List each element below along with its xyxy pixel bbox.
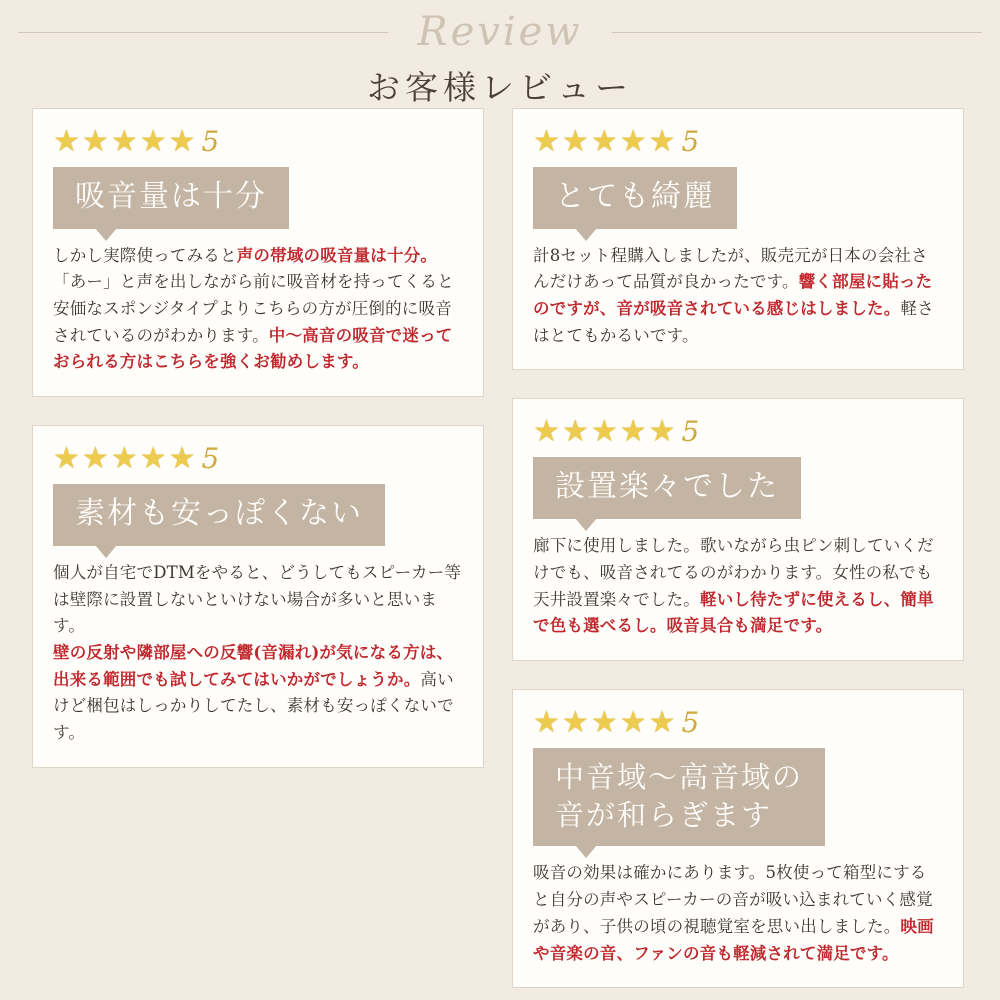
review-heading: 中音域〜高音域の 音が和らぎます	[533, 748, 825, 847]
review-heading: 素材も安っぽくない	[53, 484, 385, 546]
rating-stars	[533, 417, 943, 447]
plain-text: 吸音の効果は確かにあります。5枚使って箱型にすると自分の声やスピーカーの音が吸い込まれていく感覚があり、子供の頃の視聴覚室を思い出しました。	[533, 863, 933, 936]
review-card	[32, 425, 484, 768]
rating-score: 5	[201, 442, 220, 476]
plain-text: 計8セット程購入しましたが、販売元が日本の会社さんだけあって品質が良かったです。	[533, 245, 928, 292]
rating-stars	[53, 127, 463, 157]
review-heading: 吸音量は十分	[53, 167, 289, 229]
rating-stars	[53, 444, 463, 474]
star-icon: ★	[533, 415, 560, 449]
star-icon: ★	[619, 705, 647, 739]
review-body	[533, 243, 943, 350]
review-body	[53, 560, 463, 747]
plain-text: しかし実際使ってみると	[53, 245, 237, 265]
star-icon: ★	[561, 705, 589, 739]
star-icon: ★	[168, 442, 196, 476]
star-icon: ★	[139, 442, 167, 476]
star-icon: ★	[590, 415, 618, 449]
rating-score: 5	[201, 125, 220, 158]
star-icon: ★	[81, 125, 109, 158]
star-icon: ★	[590, 125, 618, 158]
rating-stars	[533, 705, 943, 739]
star-icon: ★	[53, 125, 80, 158]
header-script-title: Review	[417, 9, 583, 55]
highlighted-text: 軽いし待たずに使えるし、簡単で色も選べるし。吸音具合も満足です。	[533, 589, 934, 636]
plain-text: 高いけど梱包はしっかりしてたし、素材も安っぽくないです。	[53, 669, 454, 743]
star-icon: ★	[648, 125, 676, 158]
plain-text: 廊下に使用しました。歌いながら虫ピン刺していくだけでも、吸音されてるのがわかります。女性の私でも天井設置楽々でした。	[533, 536, 934, 609]
review-column-left	[32, 108, 484, 988]
star-icon: ★	[533, 125, 560, 158]
review-heading-bubble	[533, 167, 737, 229]
highlighted-text: 映画や音楽の音、ファンの音も軽減されて満足です。	[533, 916, 934, 963]
star-icon: ★	[81, 442, 109, 476]
rating-stars	[533, 127, 943, 157]
star-icon: ★	[533, 705, 560, 739]
review-card	[512, 689, 964, 988]
star-icon: ★	[590, 705, 618, 739]
review-heading: とても綺麗	[533, 167, 737, 229]
review-column-right	[512, 108, 964, 988]
review-body	[53, 243, 463, 377]
page-title: お客様レビュー	[367, 68, 633, 107]
page-header	[0, 0, 1000, 108]
highlighted-text: 壁の反射や隣部屋への反響(音漏れ)が気になる方は、出来る範囲でも試してみてはいかがでしょうか。	[53, 642, 454, 689]
rating-score: 5	[681, 125, 700, 158]
review-heading-bubble	[533, 748, 825, 847]
star-icon: ★	[53, 442, 80, 476]
star-icon: ★	[110, 125, 138, 158]
review-heading-bubble	[53, 167, 289, 229]
review-heading: 設置楽々でした	[533, 457, 801, 519]
plain-text: 軽さはとてもかるいです。	[533, 299, 934, 345]
star-icon: ★	[648, 415, 676, 449]
star-icon: ★	[139, 125, 167, 158]
star-icon: ★	[648, 705, 676, 739]
review-card	[512, 398, 964, 660]
review-heading-bubble	[53, 484, 385, 546]
star-icon: ★	[561, 125, 589, 158]
star-icon: ★	[619, 415, 647, 449]
rating-score: 5	[681, 415, 700, 449]
review-body	[533, 533, 943, 640]
review-columns	[0, 108, 1000, 988]
star-icon: ★	[561, 415, 589, 449]
plain-text: 個人が自宅でDTMをやると、どうしてもスピーカー等は壁際に設置しないといけない場合が多いと思います。	[53, 562, 462, 636]
star-icon: ★	[168, 125, 196, 158]
star-icon: ★	[619, 125, 647, 158]
rating-score: 5	[681, 705, 700, 739]
highlighted-text: 響く部屋に貼ったのですが、音が吸音されている感じはしました。	[533, 272, 933, 319]
plain-text: 「あー」と声を出しながら前に吸音材を持ってくると安価なスポンジタイプよりこちらの方が圧倒的に吸音されているのがわかります。	[53, 272, 454, 345]
highlighted-text: 声の帯域の吸音量は十分。	[236, 245, 438, 265]
review-card	[512, 108, 964, 370]
review-body	[533, 860, 943, 967]
review-card	[32, 108, 484, 397]
star-icon: ★	[110, 442, 138, 476]
highlighted-text: 中〜高音の吸音で迷っておられる方はこちらを強くお勧めします。	[53, 325, 453, 372]
review-heading-bubble	[533, 457, 801, 519]
